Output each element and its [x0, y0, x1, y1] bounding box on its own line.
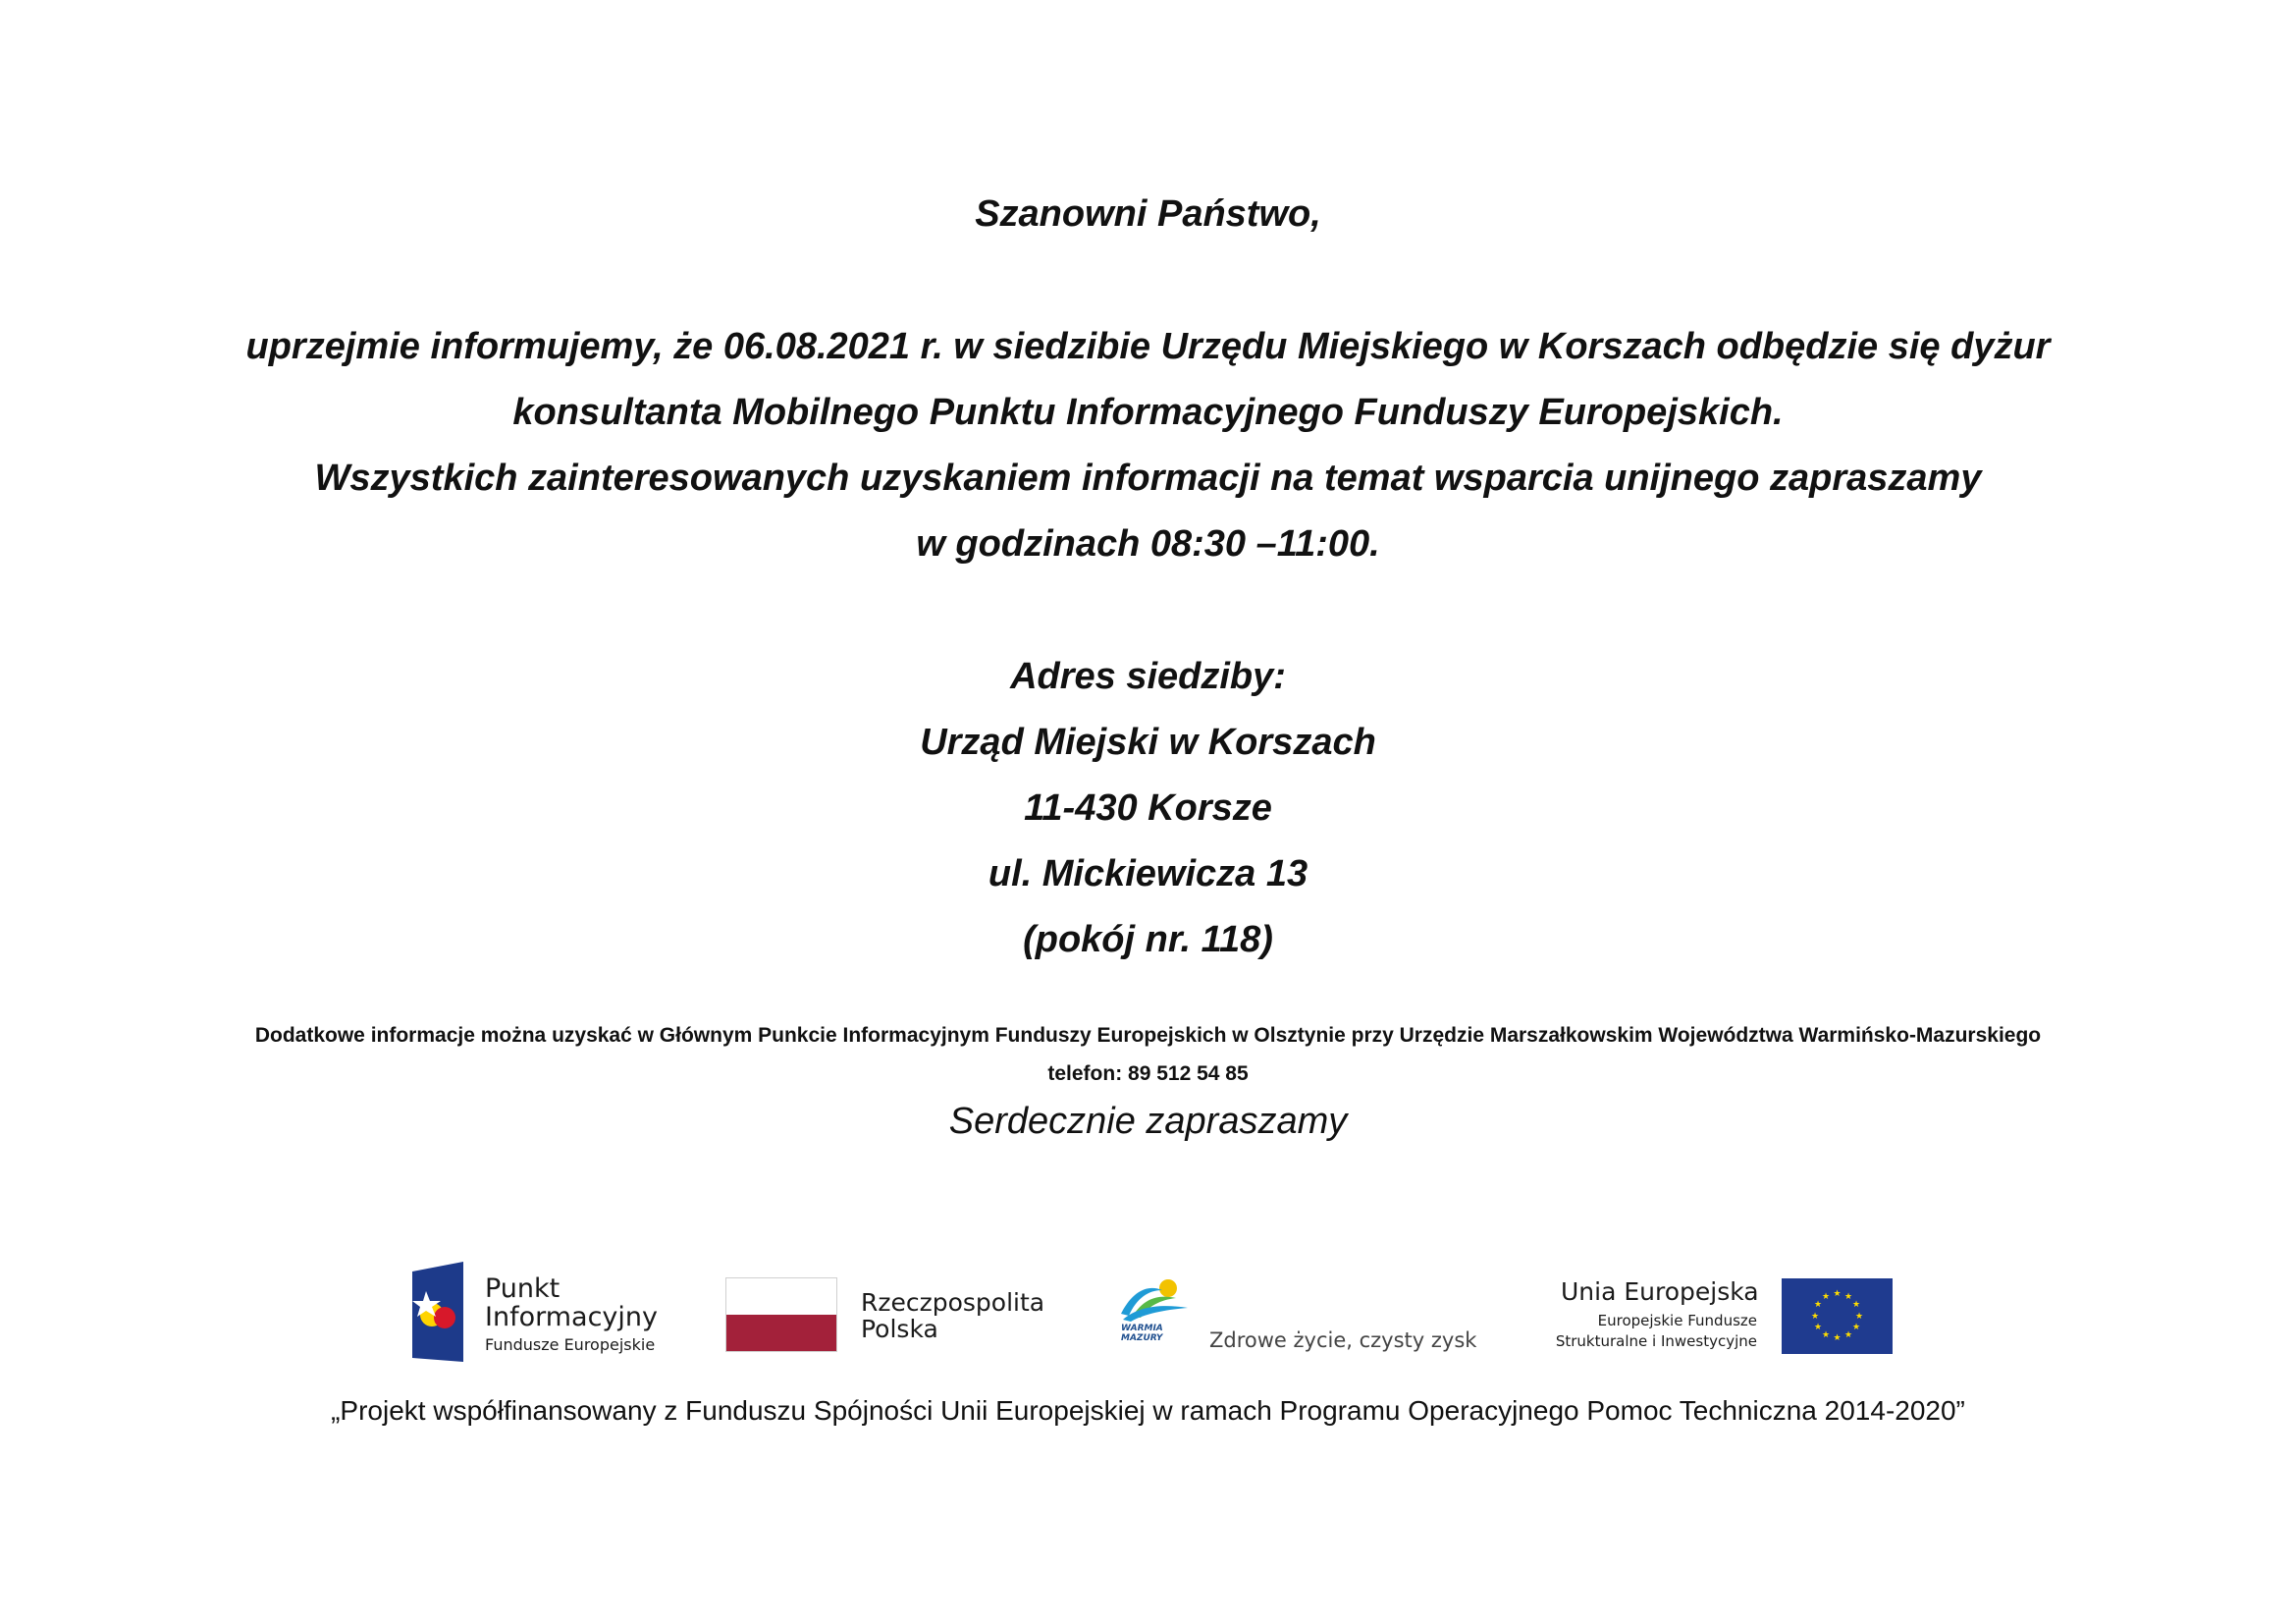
wm-mark-1: WARMIA: [1121, 1324, 1163, 1333]
greeting: Szanowni Państwo,: [975, 193, 1321, 235]
svg-text:★: ★: [1821, 1292, 1831, 1302]
phone-number: telefon: 89 512 54 85: [1047, 1062, 1249, 1085]
wm-mark-2: MAZURY: [1121, 1333, 1163, 1343]
fundusze-europejskie-logo-icon: [412, 1262, 467, 1362]
eu-flag-icon: [1782, 1278, 1893, 1354]
project-cofinancing-note: „Projekt współfinansowany z Funduszu Spójności Unii Europejskiej w ramach Programu Operacyjnego Pomoc Techniczna 2014-2020”: [331, 1395, 1965, 1426]
svg-text:★: ★: [1833, 1289, 1842, 1299]
punkt-title-1: Punkt: [485, 1273, 561, 1304]
svg-text:★: ★: [1854, 1312, 1864, 1322]
ue-subtitle-1: Europejskie Fundusze: [1597, 1312, 1757, 1329]
body-line-3: Wszystkich zainteresowanych uzyskaniem informacji na temat wsparcia unijnego zapraszamy: [314, 458, 1982, 499]
wm-slogan: Zdrowe życie, czysty zysk: [1209, 1328, 1477, 1352]
body-line-2: konsultanta Mobilnego Punktu Informacyjnego Funduszy Europejskich.: [512, 392, 1784, 433]
body-line-1: uprzejmie informujemy, że 06.08.2021 r. w siedzibie Urzędu Miejskiego w Korszach odbędzie się dyżur: [245, 326, 2051, 367]
svg-text:★: ★: [1833, 1333, 1842, 1343]
address-line-3: ul. Mickiewicza 13: [988, 853, 1308, 894]
body-line-4: w godzinach 08:30 –11:00.: [916, 523, 1380, 565]
svg-text:★: ★: [1843, 1330, 1853, 1340]
closing-text: Serdecznie zapraszamy: [948, 1101, 1348, 1142]
svg-text:★: ★: [1843, 1292, 1853, 1302]
svg-text:★: ★: [1821, 1330, 1831, 1340]
warmia-mazury-logo-icon: [1119, 1276, 1190, 1322]
address-line-1: Urząd Miejski w Korszach: [920, 722, 1376, 763]
rp-title-1: Rzeczpospolita: [861, 1288, 1045, 1317]
ue-title: Unia Europejska: [1561, 1277, 1759, 1306]
address-line-4: (pokój nr. 118): [1023, 919, 1273, 960]
svg-text:★: ★: [1851, 1323, 1861, 1332]
svg-text:★: ★: [1810, 1312, 1820, 1322]
svg-text:★: ★: [1813, 1300, 1823, 1310]
polish-flag-icon: [725, 1277, 837, 1352]
address-line-2: 11-430 Korsze: [1024, 787, 1272, 829]
svg-text:★: ★: [1851, 1300, 1861, 1310]
rp-title-2: Polska: [861, 1315, 938, 1343]
punkt-title-2: Informacyjny: [485, 1302, 658, 1332]
punkt-subtitle: Fundusze Europejskie: [485, 1335, 656, 1354]
address-heading: Adres siedziby:: [1010, 656, 1286, 697]
additional-info: Dodatkowe informacje można uzyskać w Głównym Punkcie Informacyjnym Funduszy Europejskich w Olsztynie przy Urzędzie Marszałkowskim Województwa Warmińsko-Mazurskiego: [254, 1024, 2042, 1047]
ue-subtitle-2: Strukturalne i Inwestycyjne: [1555, 1332, 1757, 1350]
svg-text:★: ★: [1813, 1323, 1823, 1332]
